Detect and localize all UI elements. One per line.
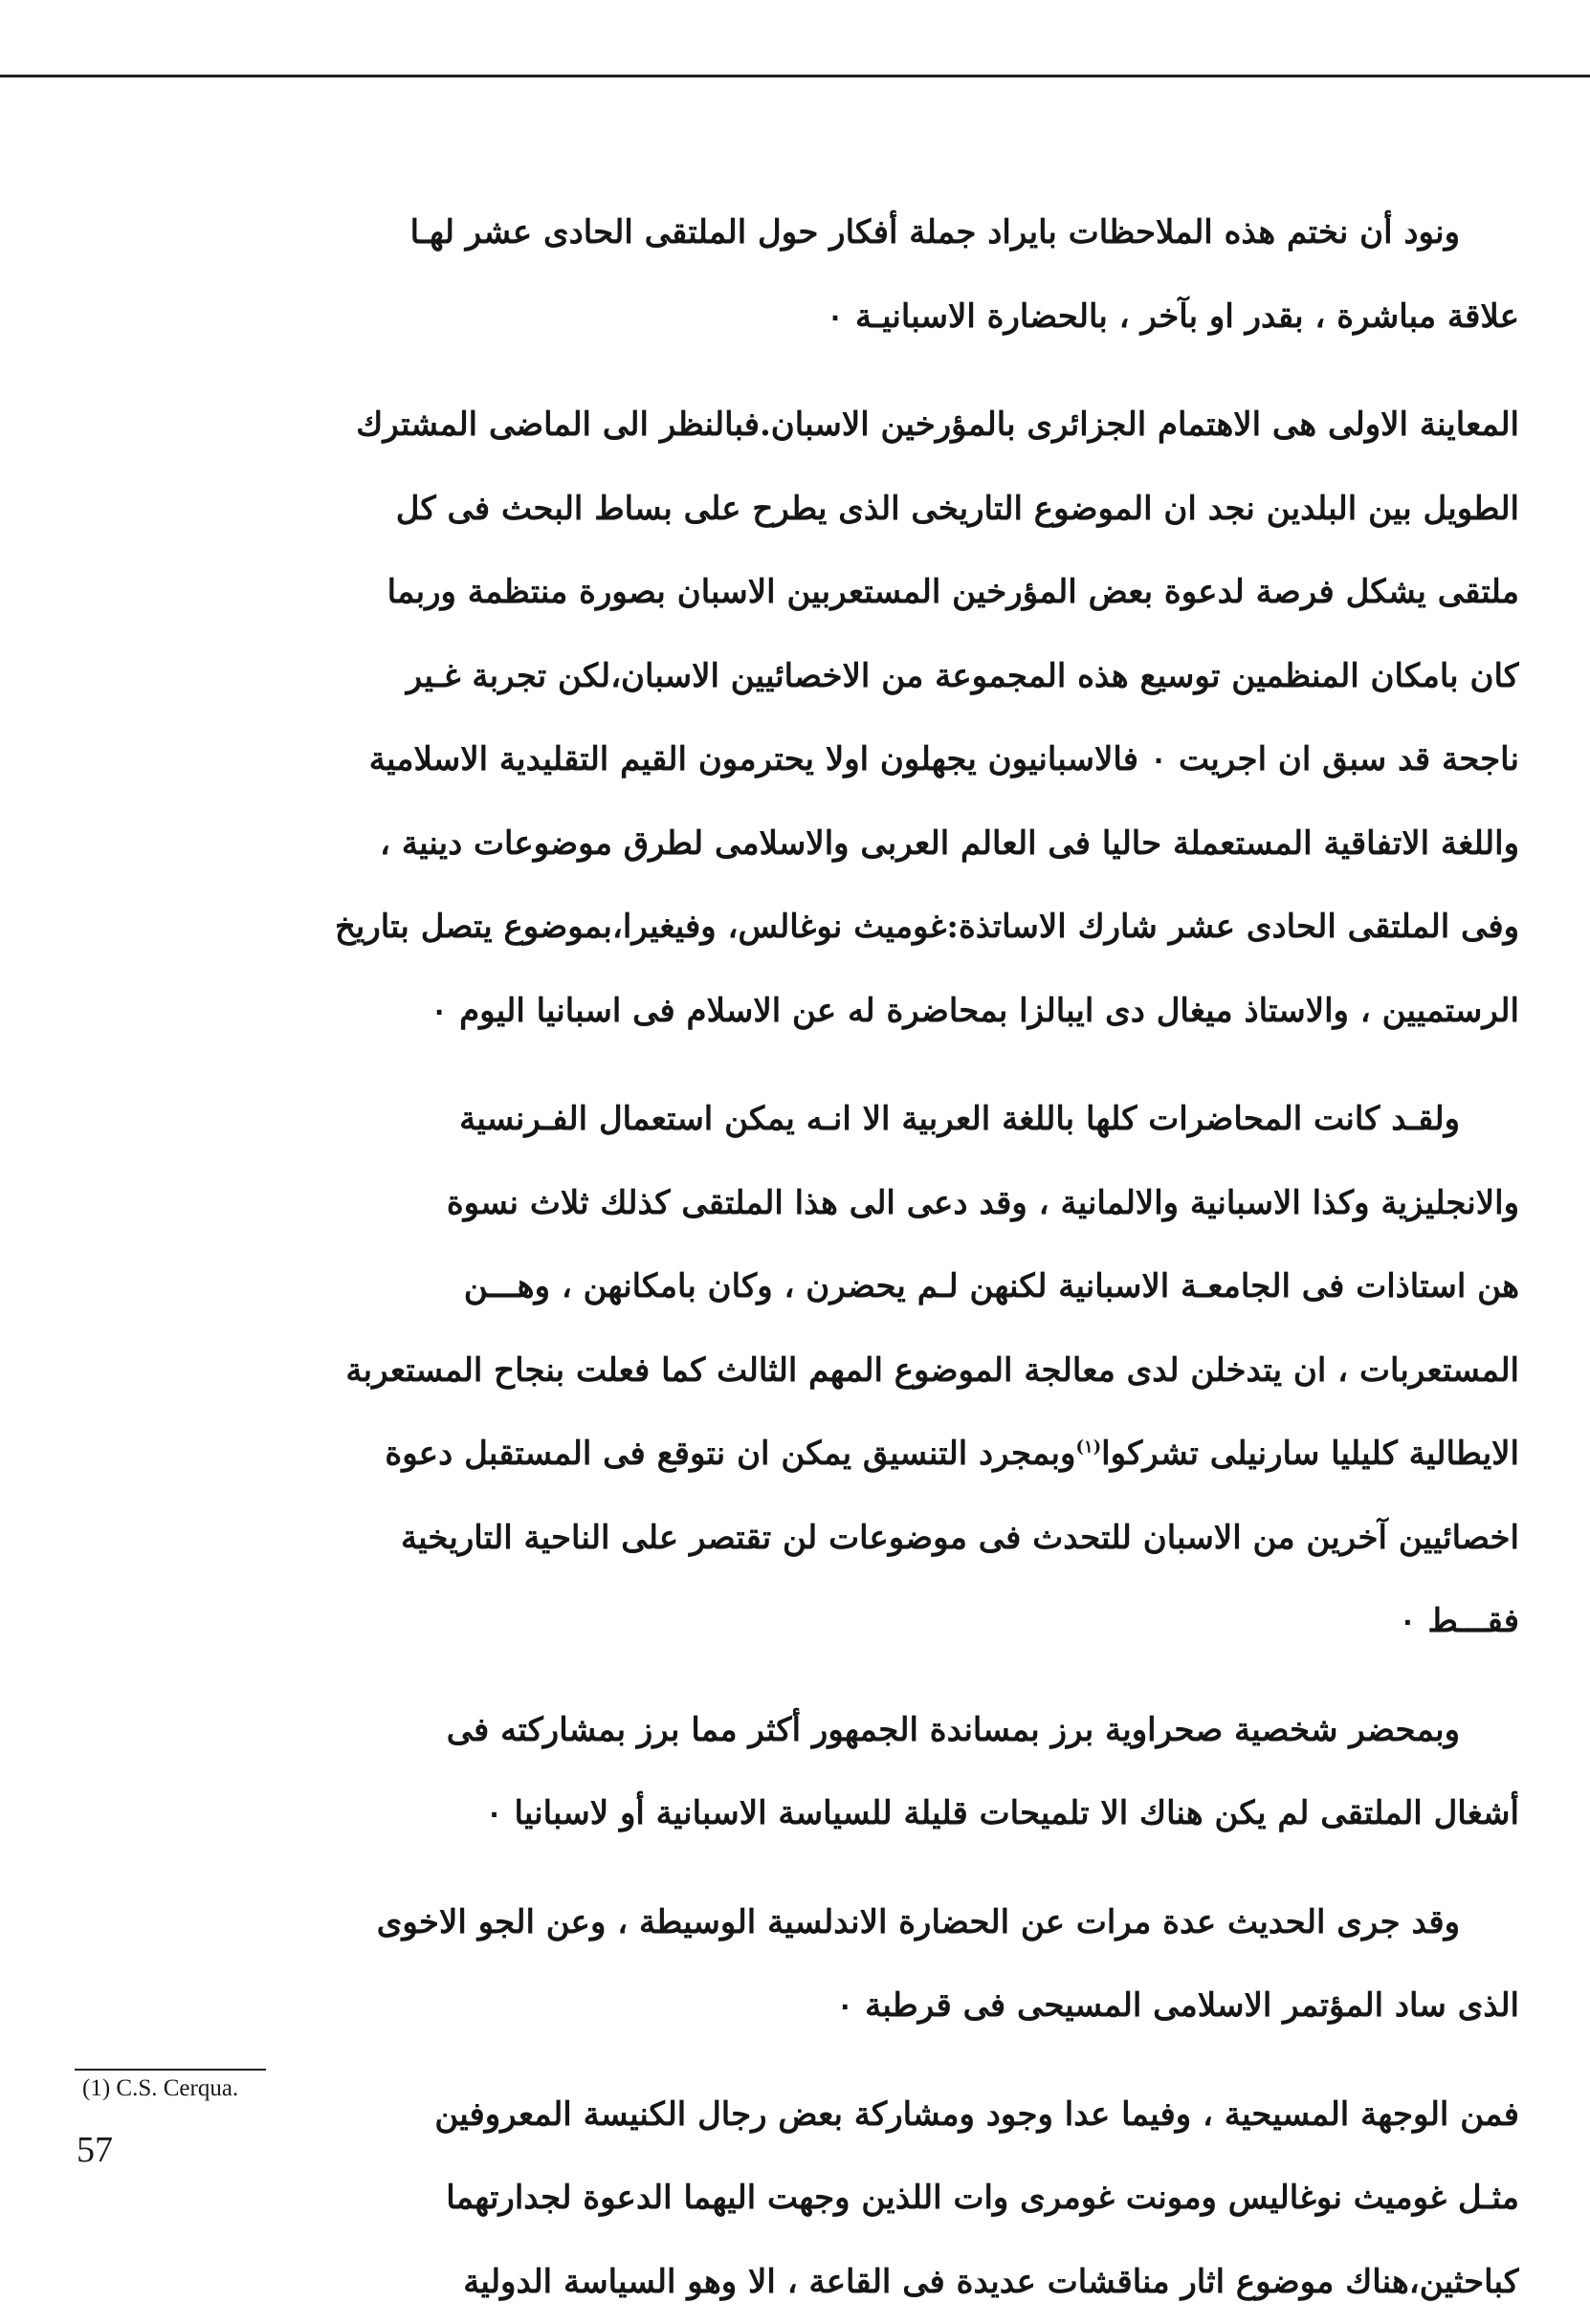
text-line: الذى ساد المؤتمر الاسلامى المسيحى فى قرطبة ٠	[75, 1964, 1519, 2049]
text-line: فمن الوجهة المسيحية ، وفيما عدا وجود ومشاركة بعض رجال الكنيسة المعروفين	[75, 2073, 1519, 2158]
text-line: المعاينة الاولى هى الاهتمام الجزائرى بالمؤرخين الاسبان.فبالنظر الى الماضى المشترك	[75, 384, 1519, 468]
text-line: ناجحة قد سبق ان اجريت ٠ فالاسبانيون يجهلون اولا يحترمون القيم التقليدية الاسلامية	[75, 718, 1519, 802]
text-line: وفى الملتقى الحادى عشر شارك الاساتذة:غوميث نوغالس، وفيغيرا،بموضوع يتصل بتاريخ	[75, 886, 1519, 970]
paragraph-1	[75, 191, 1519, 359]
text-segment: الايطالية كليليا سارنيلى تشركوا	[1101, 1435, 1519, 1473]
text-line: الطويل بين البلدين نجد ان الموضوع التاريخى الذى يطرح على بساط البحث فى كل	[75, 468, 1519, 552]
text-line: كان بامكان المنظمين توسيع هذه المجموعة من الاخصائيين الاسبان،لكن تجربة غـير	[75, 635, 1519, 719]
paragraph-5	[75, 1881, 1519, 2049]
text-line: وبمحضر شخصية صحراوية برز بمساندة الجمهور أكثر مما برز بمشاركته فى	[75, 1689, 1519, 1773]
paragraph-4	[75, 1689, 1519, 1856]
page-number: 57	[77, 2129, 113, 2171]
paragraph-3	[75, 1078, 1519, 1664]
footnote-rule	[75, 2069, 266, 2071]
text-line: وقد جرى الحديث عدة مرات عن الحضارة الاندلسية الوسيطة ، وعن الجو الاخوى	[75, 1881, 1519, 1965]
text-segment: وبمجرد التنسيق يمكن ان نتوقع فى المستقبل دعوة	[385, 1435, 1075, 1473]
text-line: الرستميين ، والاستاذ ميغال دى ايبالزا بمحاضرة له عن الاسلام فى اسبانيا اليوم ٠	[75, 970, 1519, 1054]
text-line: أشغال الملتقى لم يكن هناك الا تلميحات قليلة للسياسة الاسبانية أو لاسبانيا ٠	[75, 1772, 1519, 1856]
text-line: ملتقى يشكل فرصة لدعوة بعض المؤرخين المستعربين الاسبان بصورة منتظمة وربما	[75, 551, 1519, 635]
footnote-marker: (١)	[1075, 1437, 1101, 1458]
text-line: المستعربات ، ان يتدخلن لدى معالجة الموضوع المهم الثالث كما فعلت بنجاح المستعربة	[75, 1329, 1519, 1414]
text-line: واللغة الاتفاقية المستعملة حاليا فى العالم العربى والاسلامى لطرق موضوعات دينية ،	[75, 802, 1519, 887]
text-line: اخصائيين آخرين من الاسبان للتحدث فى موضوعات لن تقتصر على الناحية التاريخية	[75, 1497, 1519, 1581]
text-line: كباحثين،هناك موضوع اثار مناقشات عديدة فى القاعة ، الا وهو السياسة الدولية	[75, 2241, 1519, 2324]
text-line-with-footnote	[75, 1413, 1519, 1497]
text-line: مثـل غوميث نوغاليس ومونت غومرى وات اللذين وجهت اليهما الدعوة لجدارتهما	[75, 2157, 1519, 2241]
footnote: (1) C.S. Cerqua.	[82, 2075, 238, 2102]
article-body	[75, 191, 1519, 2324]
text-line: هن استاذات فى الجامعـة الاسبانية لكنهن لـم يحضرن ، وكان بامكانهن ، وهـــن	[75, 1245, 1519, 1329]
text-line: والانجليزية وكذا الاسبانية والالمانية ، وقد دعى الى هذا الملتقى كذلك ثلاث نسوة	[75, 1162, 1519, 1246]
paragraph-6	[75, 2073, 1519, 2324]
text-line: فقـــط ٠	[75, 1580, 1519, 1664]
paragraph-2	[75, 384, 1519, 1053]
text-line: ولقـد كانت المحاضرات كلها باللغة العربية الا انـه يمكن استعمال الفـرنسية	[75, 1078, 1519, 1162]
text-line: علاقة مباشرة ، بقدر او بآخر ، بالحضارة الاسبانيـة ٠	[75, 275, 1519, 360]
text-line: ونود أن نختم هذه الملاحظات بايراد جملة أفكار حول الملتقى الحادى عشر لهـا	[75, 191, 1519, 275]
header-rule	[0, 75, 1590, 77]
